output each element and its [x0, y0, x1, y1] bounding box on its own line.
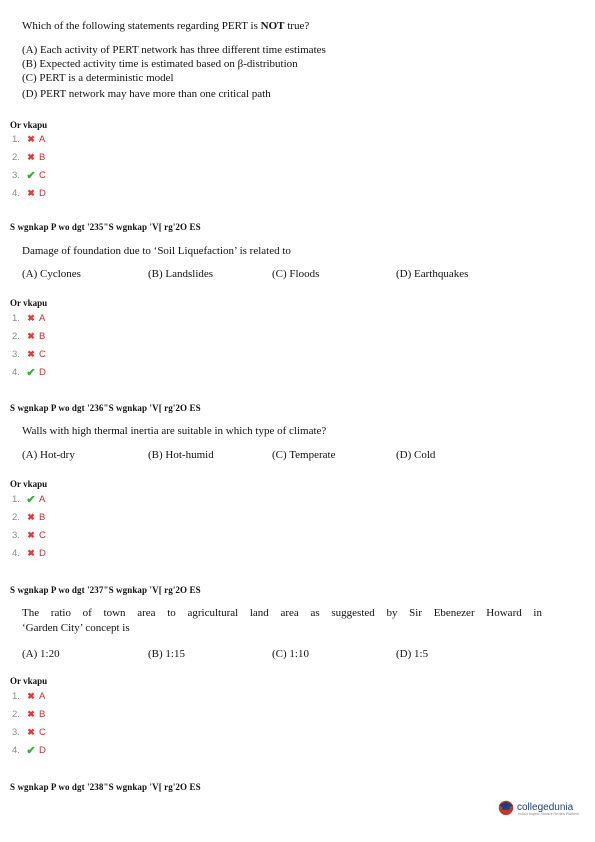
- q3-answer-row-1[interactable]: 1. ✔ A: [12, 493, 46, 506]
- q4-header: S wgnkap P wo dgt '237"S wgnkap 'V[ rg'2O ES: [10, 585, 201, 595]
- cross-icon: ✖: [27, 726, 35, 737]
- q2-answer-row-4[interactable]: 4. ✔ D: [12, 366, 46, 379]
- cross-icon: ✖: [27, 529, 35, 540]
- q2-option-b: (B) Landslides: [148, 268, 214, 280]
- cross-icon: ✖: [27, 348, 35, 359]
- cross-icon: ✖: [27, 511, 35, 522]
- check-icon: ✔: [26, 744, 36, 757]
- q3-option-c: (C) Temperate: [272, 449, 336, 461]
- q3-header: S wgnkap P wo dgt '236"S wgnkap 'V[ rg'2O ES: [10, 403, 201, 413]
- q3-answer-row-3[interactable]: 3. ✖ C: [12, 529, 46, 541]
- cross-icon: ✖: [27, 151, 35, 162]
- q1-options-title: Or vkapu: [10, 120, 48, 130]
- q4-answer-row-2[interactable]: 2. ✖ B: [12, 708, 46, 720]
- q3-option-b: (B) Hot-humid: [148, 449, 214, 461]
- logo-tagline: India's largest Student Review Platform: [518, 812, 579, 816]
- q2-option-c: (C) Floods: [272, 268, 320, 280]
- q3-option-d: (D) Cold: [396, 449, 436, 461]
- q2-option-a: (A) Cyclones: [22, 268, 81, 280]
- cross-icon: ✖: [27, 708, 35, 719]
- q1-option-d: (D) PERT network may have more than one critical path: [22, 88, 271, 100]
- q2-answer-row-1[interactable]: 1. ✖ A: [12, 312, 46, 324]
- q4-option-d: (D) 1:5: [396, 648, 429, 660]
- question-1-prefix: Which of the following statements regarding PERT is: [22, 20, 261, 32]
- cross-icon: ✖: [27, 547, 35, 558]
- q3-option-a: (A) Hot-dry: [22, 449, 75, 461]
- question-1-text: [22, 20, 542, 33]
- q1-option-a: (A) Each activity of PERT network has three different time estimates: [22, 44, 326, 56]
- check-icon: ✔: [26, 493, 36, 506]
- logo-name: collegedunia: [517, 801, 574, 813]
- question-1-bold: NOT: [260, 20, 285, 32]
- q1-answer-row-2[interactable]: 2. ✖ B: [12, 151, 46, 163]
- q4-options-title: Or vkapu: [10, 676, 48, 686]
- q4-option-c: (C) 1:10: [272, 648, 309, 660]
- q1-answer-row-1[interactable]: 1. ✖ A: [12, 133, 46, 145]
- q2-answer-row-3[interactable]: 3. ✖ C: [12, 348, 46, 360]
- q1-option-b: (B) Expected activity time is estimated based on β-distribution: [22, 58, 298, 70]
- q2-header: S wgnkap P wo dgt '235"S wgnkap 'V[ rg'2O ES: [10, 222, 201, 232]
- q4-answer-row-3[interactable]: 3. ✖ C: [12, 726, 46, 738]
- cross-icon: ✖: [27, 690, 35, 701]
- q4-answer-row-1[interactable]: 1. ✖ A: [12, 690, 46, 702]
- q5-header: S wgnkap P wo dgt '238"S wgnkap 'V[ rg'2O ES: [10, 782, 201, 792]
- question-4-line-2: ‘Garden City’ concept is: [22, 622, 130, 634]
- q3-answer-row-4[interactable]: 4. ✖ D: [12, 547, 46, 559]
- question-1-suffix: true?: [284, 20, 310, 32]
- check-icon: ✔: [26, 366, 36, 379]
- q4-option-a: (A) 1:20: [22, 648, 60, 660]
- q4-option-b: (B) 1:15: [148, 648, 185, 660]
- q1-answer-row-3[interactable]: 3. ✔ C: [12, 169, 46, 182]
- cross-icon: ✖: [27, 312, 35, 323]
- check-icon: ✔: [26, 169, 36, 182]
- q2-answer-row-2[interactable]: 2. ✖ B: [12, 330, 46, 342]
- q1-option-c: (C) PERT is a deterministic model: [22, 72, 174, 84]
- cross-icon: ✖: [27, 330, 35, 341]
- q3-options-title: Or vkapu: [10, 479, 48, 489]
- question-3-text: Walls with high thermal inertia are suitable in which type of climate?: [22, 425, 327, 437]
- q4-answer-row-4[interactable]: 4. ✔ D: [12, 744, 46, 757]
- q2-option-d: (D) Earthquakes: [396, 268, 469, 280]
- cross-icon: ✖: [27, 187, 35, 198]
- q1-answer-row-4[interactable]: 4. ✖ D: [12, 187, 46, 199]
- q3-answer-row-2[interactable]: 2. ✖ B: [12, 511, 46, 523]
- graduation-cap-icon: [497, 798, 515, 816]
- question-2-text: Damage of foundation due to ‘Soil Liquefaction’ is related to: [22, 245, 291, 257]
- question-4-line-1: The ratio of town area to agricultural land area as suggested by Sir Ebenezer Howard in: [22, 607, 542, 619]
- q2-options-title: Or vkapu: [10, 298, 48, 308]
- cross-icon: ✖: [27, 133, 35, 144]
